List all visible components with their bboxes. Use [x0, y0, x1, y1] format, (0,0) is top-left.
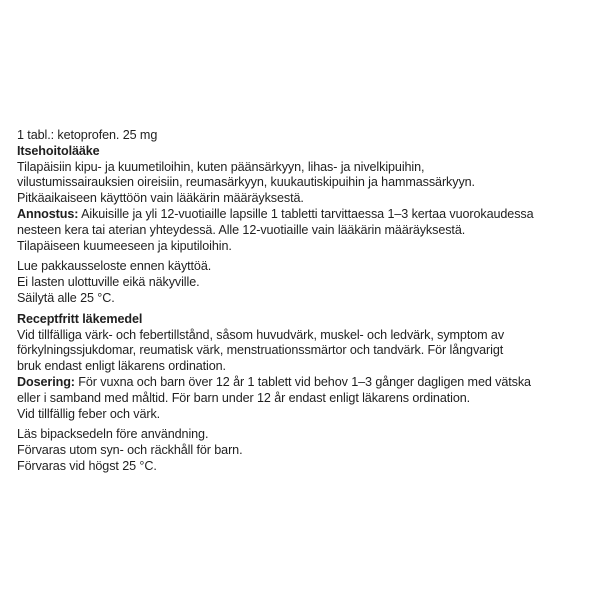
swedish-notice-line: Förvaras utom syn- och räckhåll för barn. — [17, 443, 243, 458]
finnish-notice-line: Säilytä alle 25 °C. — [17, 290, 115, 305]
package-label-text — [17, 128, 589, 475]
swedish-indication-line: förkylningssjukdomar, reumatisk värk, menstruationssmärtor och tandvärk. För långvarigt — [17, 343, 504, 358]
finnish-dosage-line: nesteen kera tai aterian yhteydessä. Alle 12-vuotiaille vain lääkärin määräyksestä. — [17, 222, 466, 237]
finnish-indication-line: Tilapäisiin kipu- ja kuumetiloihin, kuten päänsärkyyn, lihas- ja nivelkipuihin, — [17, 159, 425, 174]
finnish-indication-line: vilustumissairauksien oireisiin, reumasärkyyn, kuukautiskipuihin ja hammassärkyyn. — [17, 175, 475, 190]
finnish-dosage-line: Tilapäiseen kuumeeseen ja kiputiloihin. — [17, 238, 232, 253]
swedish-dosage-line: eller i samband med måltid. För barn under 12 år endast enligt läkarens ordination. — [17, 390, 471, 405]
swedish-indication-line: Vid tillfälliga värk- och febertillstånd, såsom huvudvärk, muskel- och ledvärk, symptom av — [17, 327, 505, 342]
swedish-notice-line: Läs bipacksedeln före användning. — [17, 427, 209, 442]
swedish-dosage-line: Vid tillfällig feber och värk. — [17, 406, 161, 421]
finnish-indication-line: Pitkäaikaiseen käyttöön vain lääkärin määräyksestä. — [17, 191, 304, 206]
composition-line: 1 tabl.: ketoprofen. 25 mg — [17, 128, 158, 142]
finnish-dosage-line — [17, 207, 589, 223]
swedish-notice-line: Förvaras vid högst 25 °C. — [17, 458, 157, 473]
finnish-dosage-label: Annostus: — [17, 206, 79, 221]
swedish-heading: Receptfritt läkemedel — [17, 311, 143, 326]
swedish-indication-line: bruk endast enligt läkarens ordination. — [17, 359, 226, 374]
swedish-dosage-text: För vuxna och barn över 12 år 1 tablett vid behov 1–3 gånger dagligen med vätska — [74, 374, 531, 389]
swedish-dosage-label: Dosering: — [17, 374, 75, 389]
finnish-dosage-text: Aikuisille ja yli 12-vuotiaille lapsille 1 tabletti tarvittaessa 1–3 kertaa vuorokaudessa — [78, 206, 534, 221]
finnish-notice-line: Lue pakkausseloste ennen käyttöä. — [17, 259, 212, 274]
swedish-dosage-line — [17, 375, 589, 391]
finnish-heading: Itsehoitolääke — [17, 143, 100, 158]
finnish-notice-line: Ei lasten ulottuville eikä näkyville. — [17, 275, 200, 290]
